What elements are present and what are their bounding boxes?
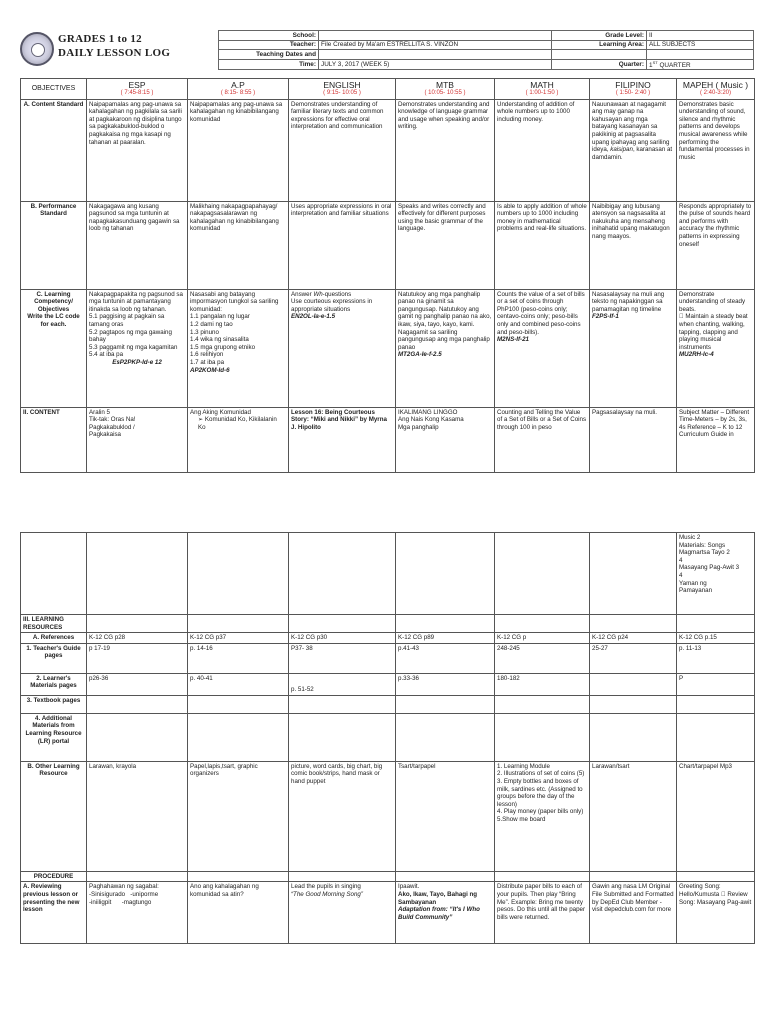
row-label: 3. Textbook pages xyxy=(21,695,87,713)
lc-code: MU2RH-Ic-4 xyxy=(679,351,714,359)
cell-english: Demonstrates understanding of familiar literary texts and common expressions for effective oral interpretation and communication xyxy=(289,99,396,201)
lc-code: MT2GA-Ie-f-2.5 xyxy=(398,351,442,359)
teachers-guide-row: 1. Teacher's Guide pages p 17-19 p. 14-16 P37- 38 p.41-43 248-245 25-27 p. 11-13 xyxy=(21,643,755,673)
time-label: Time: xyxy=(219,59,319,69)
row-label: II. CONTENT xyxy=(21,407,87,472)
row-label: PROCEDURE xyxy=(21,871,87,882)
subject-header-math: MATH ( 1:00-1:50 ) xyxy=(495,79,590,100)
title-line1: GRADES 1 to 12 xyxy=(58,33,142,45)
document-title xyxy=(58,32,170,60)
lc-code: AP2KOM-Id-6 xyxy=(190,366,230,374)
additional-materials-row xyxy=(21,713,755,761)
subject-header-mtb: MTB ( 10:05- 10:55 ) xyxy=(396,79,495,100)
cell-math: Understanding of addition of whole numbers up to 1000 including money. xyxy=(495,99,590,201)
cell-mapeh: Responds appropriately to the pulse of sounds heard and performs with accuracy the rhythmic patterns in expressing oneself xyxy=(677,201,755,289)
references-row: A. References K-12 CG p28 K-12 CG p37 K-12 CG p30 K-12 CG p89 K-12 CG p K-12 CG p24 K-12 CG p.15 xyxy=(21,633,755,644)
dates-field xyxy=(319,50,552,60)
subject-header-english: ENGLISH ( 9:15- 10:05 ) xyxy=(289,79,396,100)
subject-header-row xyxy=(21,79,755,100)
cell-filipino: Gawin ang nasa LM Original File Submitted and Formatted by DepEd Club Member - visit depedclub.com for more xyxy=(590,882,677,944)
row-label: III. LEARNING RESOURCES xyxy=(21,615,87,633)
learning-resources-row xyxy=(21,615,755,633)
arrow-bullet-icon: ➢ xyxy=(198,416,205,424)
cell-mtb: IKALIMANG LINGGO Ang Nais Kong Kasama Mga panghalip xyxy=(396,407,495,472)
cell-math: Distribute paper bills to each of your pupils. Then play “Bring Me”. Example: Bring me twenty pesos. Do this until all the paper bills were returned. xyxy=(495,882,590,944)
row-label: A. References xyxy=(21,633,87,644)
lesson-log-table-2 xyxy=(20,532,755,944)
objectives-header: OBJECTIVES xyxy=(21,79,87,100)
cell-filipino: Naibibigay ang lubusang atensyon sa nagsasalita at nakukuha ang mensaheng inihahatid upang makatugon nang maayos. xyxy=(590,201,677,289)
cell-mapeh: Subject Matter – Different Time-Meters – by 2s, 3s, 4s Reference – K to 12 Curriculum Guide in xyxy=(677,407,755,472)
cell-ap: Malikhaing nakapagpapahayag/ nakapagsasalarawan ng kahalagahan ng kinabibilangang komunidad xyxy=(188,201,289,289)
quarter-label: Quarter: xyxy=(552,59,647,69)
cell-english: Uses appropriate expressions in oral interpretation and familiar situations xyxy=(289,201,396,289)
subject-header-mapeh: MAPEH ( Music ) ( 2:40-3:20) xyxy=(677,79,755,100)
competency-row xyxy=(21,289,755,407)
cell-mtb: Ipaawit. Ako, Ikaw, Tayo, Bahagi ng Sambayanan Adaptation from: “It's I Who Build Community” xyxy=(396,882,495,944)
grade-label: Grade Level: xyxy=(552,31,647,41)
cell-filipino: Nasasalaysay na muli ang teksto ng napakinggan sa pamamagitan ng timeline F2PS-If-1 xyxy=(590,289,677,407)
learners-materials-row: 2. Learner's Materials pages p26-36 p. 40-41 p. 51-52 p.33-36 180-182 P xyxy=(21,673,755,695)
row-label: A. Content Standard xyxy=(21,99,87,201)
cell-mapeh: Demonstrates basic understanding of sound, silence and rhythmic patterns and develops musical awareness while performing the fundamental processes in music xyxy=(677,99,755,201)
document-header xyxy=(20,30,754,78)
cell-esp: Aralin 5 Tik-tak: Oras Na! Pagkakabuklod / Pagkakaisa xyxy=(87,407,188,472)
row-label: 4. Additional Materials from Learning Resource (LR) portal xyxy=(21,713,87,761)
row-label: A. Reviewing previous lesson or presenting the new lesson xyxy=(21,882,87,944)
cell-filipino: Pagsasalaysay na muli. xyxy=(590,407,677,472)
cell-mapeh: Greeting Song: Hello/Kumusta Review Song: Masayang Pag-awit xyxy=(677,882,755,944)
subject-header-filipino: FILIPINO ( 1:50- 2:40 ) xyxy=(590,79,677,100)
row-label: C. Learning Competency/ Objectives Write the LC code for each. xyxy=(21,289,87,407)
lc-code: M2NS-If-21 xyxy=(497,336,529,344)
area-field: ALL SUBJECTS xyxy=(647,40,754,50)
row-label: B. Other Learning Resource xyxy=(21,761,87,871)
lc-code: EsP2PKP-Id-e 12 xyxy=(112,358,162,366)
cell-math: Counts the value of a set of bills or a set of coins through PhP100 (peso-coins only; centavo-coins only; peso-bills only and combined peso-coins and peso-bills). M2NS-If-21 xyxy=(495,289,590,407)
cell-mtb: Speaks and writes correctly and effectively for different purposes using the basic grammar of the language. xyxy=(396,201,495,289)
content-standard-row xyxy=(21,99,755,201)
cell-mapeh: Music 2 Materials: Songs Magmartsa Tayo 2 4 Masayang Pag-Awit 3 4 Yaman ng Pamayanan xyxy=(677,533,755,615)
title-line2: DAILY LESSON LOG xyxy=(58,47,171,59)
mapeh-continuation-row xyxy=(21,533,755,615)
quarter-field: 1ST QUARTER xyxy=(647,59,754,69)
reviewing-row xyxy=(21,882,755,944)
textbook-row xyxy=(21,695,755,713)
lesson-log-table-1 xyxy=(20,78,755,473)
dates-label: Teaching Dates and xyxy=(219,50,319,60)
lc-code: F2PS-If-1 xyxy=(592,313,619,321)
grade-field: II xyxy=(647,31,754,41)
cell-math: 1. Learning Module 2. Illustrations of set of coins (5) 3. Empty bottles and boxes of milk, sardines etc. (Assigned to groups before the day of the lesson) 4. Play money (paper bills only) 5.Show me board xyxy=(495,761,590,871)
teacher-label: Teacher: xyxy=(219,40,319,50)
cell-english: Lesson 16: Being Courteous Story: “Miki and Nikki” by Myrna J. Hipolito xyxy=(289,407,396,472)
performance-standard-row xyxy=(21,201,755,289)
deped-seal-icon xyxy=(20,32,54,66)
cell-esp: Naipapamalas ang pag-unawa sa kahalagahan ng pagkilala sa sarili at pagkakaroon ng disiplina tungo sa pagkakabuklod-buklod o pagkakaisa ng mga kasapi ng tahanan at paaralan. xyxy=(87,99,188,201)
time-field: JULY 3, 2017 (WEEK 5) xyxy=(319,59,552,69)
row-label: 1. Teacher's Guide pages xyxy=(21,643,87,673)
cell-mtb: Demonstrates understanding and knowledge of language grammar and usage when speaking and/or writing. xyxy=(396,99,495,201)
cell-esp: Nakapagpapakita ng pagsunod sa mga tuntunin at pamantayang itinakda sa loob ng tahanan. 5.1 paggising at pagkain sa tamang oras 5.2 pagtapos ng mga gawaing bahay 5.3 paggamit ng mga kagamitan 5.4 at iba pa EsP2PKP-Id-e 12 xyxy=(87,289,188,407)
school-field xyxy=(319,31,552,41)
row-label: B. Performance Standard xyxy=(21,201,87,289)
cell-english: Answer Wh-questions Use courteous expressions in appropriate situations EN2OL-Ia-e-1.5 xyxy=(289,289,396,407)
header-info-table xyxy=(218,30,754,70)
cell-mtb: Natutukoy ang mga panghalip panao na ginamit sa pangungusap. Natutukoy ang gamit ng panghalip panao na ako, ikaw, siya, tayo, kayo, kami. Nagagamit sa sariling pangungusap ang mga panghalip panao MT2GA-Ie-f-2.5 xyxy=(396,289,495,407)
cell-ap: Naipapamalas ang pag-unawa sa kahalagahan ng kinabibilangang komunidad xyxy=(188,99,289,201)
cell-english: Lead the pupils in singing “The Good Morning Song” xyxy=(289,882,396,944)
row-label: 2. Learner's Materials pages xyxy=(21,673,87,695)
cell-ap: Ang Aking Komunidad ➢ Komunidad Ko, Kikilalanin Ko xyxy=(188,407,289,472)
subject-header-ap: A.P ( 8:15- 8:55 ) xyxy=(188,79,289,100)
area-label: Learning Area: xyxy=(552,40,647,50)
content-row xyxy=(21,407,755,472)
cell-math: Counting and Telling the Value of a Set of Bills or a Set of Coins through 100 in peso xyxy=(495,407,590,472)
cell-math: Is able to apply addition of whole numbers up to 1000 including money in mathematical problems and real-life situations. xyxy=(495,201,590,289)
cell-esp: Nakagagawa ang kusang pagsunod sa mga tuntunin at napagkakasunduang gagawin sa loob ng tahanan xyxy=(87,201,188,289)
subject-header-esp: ESP ( 7:45-8:15 ) xyxy=(87,79,188,100)
teacher-field: File Created by Ma'am ESTRELLITA S. VINZON xyxy=(319,40,552,50)
cell-mapeh: Demonstrate understanding of steady beats. Maintain a steady beat when chanting, walking, tapping, clapping and playing musical instruments MU2RH-Ic-4 xyxy=(677,289,755,407)
school-label: School: xyxy=(219,31,319,41)
procedure-row xyxy=(21,871,755,882)
other-resources-row: B. Other Learning Resource Larawan, krayola Papel,lapis,tsart, graphic organizers picture, word cards, big chart, big comic book/strips, hand mask or hand puppet Tsart/tarpapel 1. Learning Module 2. Illustrations of set of coins (5) 3. Empty bottles and boxes of milk, sardines etc. (Assigned to groups before the day of the lesson) 4. Play money (paper bills only) 5.Show me board Larawan/tsart Chart/tarpapel Mp3 xyxy=(21,761,755,871)
cell-ap: Ano ang kahalagahan ng komunidad sa atin? xyxy=(188,882,289,944)
cell-ap: Nasasabi ang batayang impormasyon tungkol sa sariling komunidad: 1.1 pangalan ng lugar 1.2 dami ng tao 1.3 pinuno 1.4 wika ng sinasalita 1.5 mga grupong etniko 1.6 relihiyon 1.7 at iba pa AP2KOM-Id-6 xyxy=(188,289,289,407)
lc-code: EN2OL-Ia-e-1.5 xyxy=(291,313,336,321)
cell-filipino: Nauunawaan at nagagamit ang may ganap na kahusayan ang mga batayang kasanayan sa pakikinig at pagsasalita upang ipahayag ang sariling ideya, kaisipan, karanasan at damdamin. xyxy=(590,99,677,201)
cell-esp: Paghahawan ng sagabal: -Sinisigurado -uniporme -iniiligpit -magtungo xyxy=(87,882,188,944)
